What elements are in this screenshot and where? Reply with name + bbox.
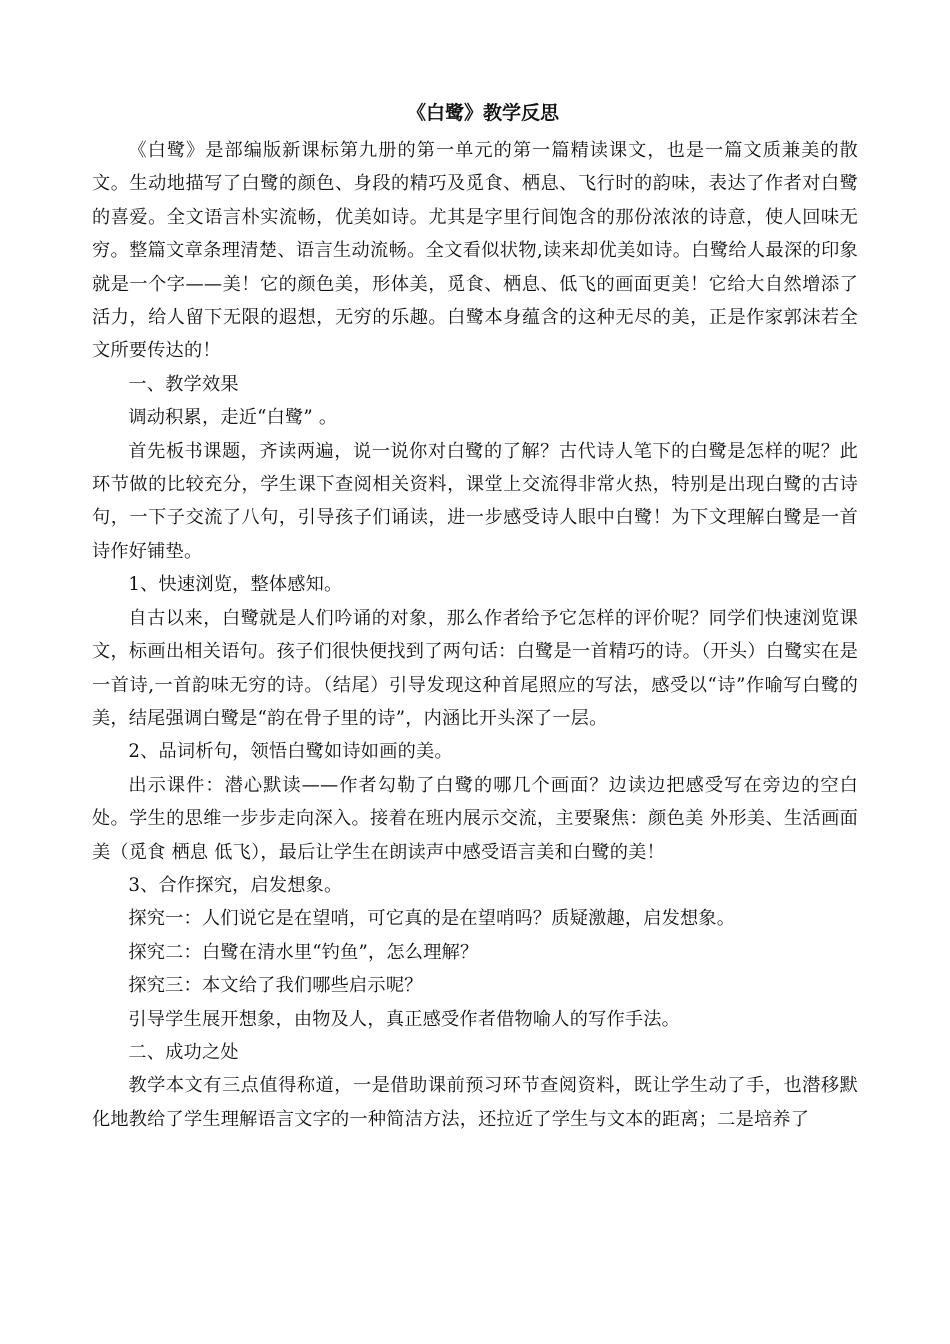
subheading-cooperative-inquiry: 3、合作探究，启发想象。 <box>128 874 343 896</box>
paragraph-inquiry-three: 探究三：本文给了我们哪些启示呢？ <box>128 975 423 997</box>
paragraph-intro: 《白鹭》是部编版新课标第九册的第一单元的第一篇精读课文，也是一篇文质兼美的散文。生动地描写了白鹭的颜色、身段的精巧及觅食、栖息、飞行时的韵味，表达了作者对白鹭的喜爱。全文语言朴实流畅，优美如诗。尤其是字里行间饱含的那份浓浓的诗意，使人回味无穷。整篇文章条理清楚、语言生动流畅。全文看似状物,读来却优美如诗。白鹭给人最深的印象就是一个字——美！它的颜色美，形体美，觅食、栖息、低飞的画面更美！它给大自然增添了活力，给人留下无限的遐想，无穷的乐趣。白鹭本身蕴含的这种无尽的美，正是作家郭沫若全文所要传达的！ <box>92 140 858 362</box>
heading-successes: 二、成功之处 <box>128 1041 239 1063</box>
paragraph-inquiry-two: 探究二：白鹭在清水里“钓鱼”，怎么理解？ <box>128 941 479 963</box>
heading-teaching-effect: 一、教学效果 <box>128 373 239 395</box>
paragraph-guide-imagination: 引导学生展开想象，由物及人，真正感受作者借物喻人的写作手法。 <box>128 1008 681 1030</box>
paragraph-inquiry-one: 探究一：人们说它是在望哨，可它真的是在望哨吗？质疑激趣，启发想象。 <box>128 908 736 930</box>
paragraph-courseware: 出示课件：潜心默读——作者勾勒了白鹭的哪几个画面？边读边把感受写在旁边的空白处。学生的思维一步步走向深入。接着在班内展示交流，主要聚焦：颜色美 外形美、生活画面美（觅食 栖息 低飞），最后让学生在朗读声中感受语言美和白鹭的美！ <box>92 774 858 863</box>
document-title: 《白鹭》教学反思 <box>406 102 559 124</box>
subheading-analyze-words: 2、品词析句，领悟白鹭如诗如画的美。 <box>128 741 453 763</box>
paragraph-since-ancient-times: 自古以来，白鹭就是人们吟诵的对象，那么作者给予它怎样的评价呢？同学们快速浏览课文，标画出相关语句。孩子们很快便找到了两句话：白鹭是一首精巧的诗。（开头）白鹭实在是一首诗,一首韵味无穷的诗。（结尾）引导发现这种首尾照应的写法，感受以“诗”作喻写白鹭的美，结尾强调白鹭是“韵在骨子里的诗”，内涵比开头深了一层。 <box>92 607 858 729</box>
subheading-quick-browse: 1、快速浏览，整体感知。 <box>128 574 343 596</box>
subheading-activate-accumulation: 调动积累，走近“白鹭” 。 <box>128 407 338 429</box>
document-page <box>92 98 858 1136</box>
paragraph-three-points: 教学本文有三点值得称道，一是借助课前预习环节查阅资料，既让学生动了手，也潜移默化地教给了学生理解语言文字的一种简洁方法，还拉近了学生与文本的距离；二是培养了 <box>92 1075 858 1130</box>
paragraph-board-title: 首先板书课题，齐读两遍，说一说你对白鹭的了解？古代诗人笔下的白鹭是怎样的呢？此环节做的比较充分，学生课下查阅相关资料，课堂上交流得非常火热，特别是出现白鹭的古诗句，一下子交流了八句，引导孩子们诵读，进一步感受诗人眼中白鹭！为下文理解白鹭是一首诗作好铺垫。 <box>92 440 858 562</box>
